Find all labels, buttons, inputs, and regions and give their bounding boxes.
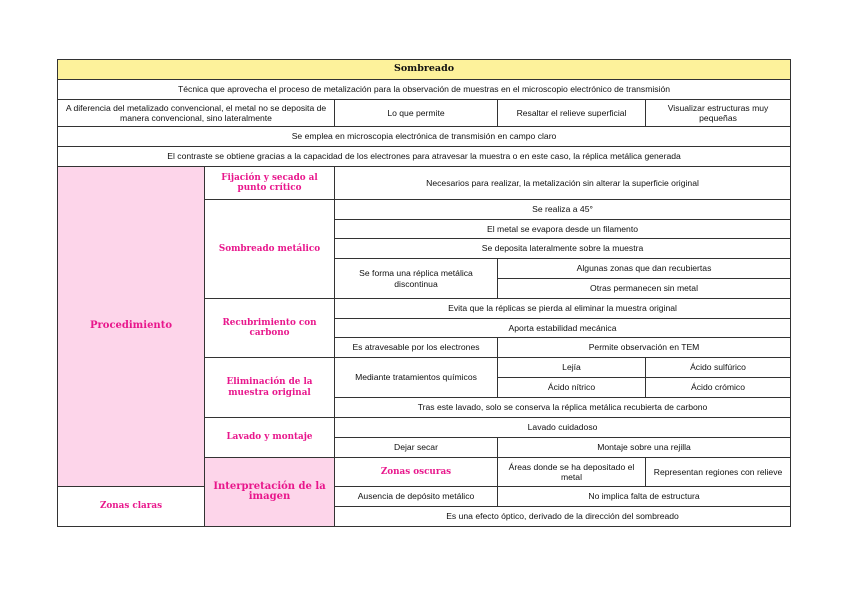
sombreado-evapora: El metal se evapora desde un filamento bbox=[335, 220, 791, 239]
lavado-step: Lavado y montaje bbox=[205, 418, 335, 458]
contrast-cell: El contraste se obtiene gracias a la capacidad de los electrones para atravesar la muestra o en este caso, la réplica metálica generada bbox=[58, 147, 791, 167]
eliminacion-step: Eliminación de la muestra original bbox=[205, 358, 335, 418]
usage-row bbox=[58, 127, 791, 147]
chem-nitrico: Ácido nítrico bbox=[498, 378, 646, 398]
difference-cell: A diferencia del metalizado convencional, el metal no se deposita de manera convencional, sino lateralmente bbox=[58, 100, 335, 127]
claras-no-implica: No implica falta de estructura bbox=[498, 487, 791, 507]
benefit-estructuras-cell: Visualizar estructuras muy pequeñas bbox=[646, 100, 791, 127]
recubrimiento-evita: Evita que la réplicas se pierda al eliminar la muestra original bbox=[335, 299, 791, 319]
claras-ausencia: Ausencia de depósito metálico bbox=[335, 487, 498, 507]
eliminacion-tras-lavado: Tras este lavado, solo se conserva la réplica metálica recubierta de carbono bbox=[335, 398, 791, 418]
zonas-oscuras-label: Zonas oscuras bbox=[335, 458, 498, 487]
recubrimiento-step: Recubrimiento con carbono bbox=[205, 299, 335, 358]
recubrimiento-tem: Permite observación en TEM bbox=[498, 338, 791, 358]
lavado-rejilla: Montaje sobre una rejilla bbox=[498, 438, 791, 458]
eliminacion-metodo: Mediante tratamientos químicos bbox=[335, 358, 498, 398]
fijacion-text: Necesarios para realizar, la metalización sin alterar la superficie original bbox=[335, 167, 791, 200]
chem-sulfurico: Ácido sulfúrico bbox=[646, 358, 791, 378]
fijacion-row bbox=[58, 167, 791, 200]
title-row bbox=[58, 60, 791, 80]
table-title: Sombreado bbox=[58, 60, 791, 80]
lavado-cuidadoso: Lavado cuidadoso bbox=[335, 418, 791, 438]
comparison-row bbox=[58, 100, 791, 127]
definition-cell: Técnica que aprovecha el proceso de metalización para la observación de muestras en el microscopio electrónico de transmisión bbox=[58, 80, 791, 100]
procedimiento-section: Procedimiento bbox=[58, 167, 205, 487]
sombreado-angle: Se realiza a 45° bbox=[335, 200, 791, 220]
benefit-relieve-cell: Resaltar el relieve superficial bbox=[498, 100, 646, 127]
claras-row-1 bbox=[58, 487, 791, 507]
sombreado-deposita: Se deposita lateralmente sobre la muestra bbox=[335, 239, 791, 259]
permite-label-cell: Lo que permite bbox=[335, 100, 498, 127]
recubrimiento-atravesable: Es atravesable por los electrones bbox=[335, 338, 498, 358]
lavado-secar: Dejar secar bbox=[335, 438, 498, 458]
contrast-row bbox=[58, 147, 791, 167]
interpretacion-section: Interpretación de la imagen bbox=[205, 458, 335, 527]
fijacion-step: Fijación y secado al punto crítico bbox=[205, 167, 335, 200]
chem-cromico: Ácido crómico bbox=[646, 378, 791, 398]
zonas-claras-label: Zonas claras bbox=[58, 487, 205, 527]
sombreado-zona-sin-metal: Otras permanecen sin metal bbox=[498, 279, 791, 299]
recubrimiento-estabilidad: Aporta estabilidad mecánica bbox=[335, 319, 791, 338]
sombreado-step: Sombreado metálico bbox=[205, 200, 335, 299]
oscuras-relieve: Representan regiones con relieve bbox=[646, 458, 791, 487]
usage-cell: Se emplea en microscopia electrónica de transmisión en campo claro bbox=[58, 127, 791, 147]
sombreado-replica: Se forma una réplica metálica discontinua bbox=[335, 259, 498, 299]
summary-table bbox=[57, 59, 791, 527]
oscuras-areas: Áreas donde se ha depositado el metal bbox=[498, 458, 646, 487]
chem-lejia: Lejía bbox=[498, 358, 646, 378]
sombreado-zona-recubierta: Algunas zonas que dan recubiertas bbox=[498, 259, 791, 279]
claras-efecto-optico: Es una efecto óptico, derivado de la dirección del sombreado bbox=[335, 507, 791, 527]
definition-row bbox=[58, 80, 791, 100]
